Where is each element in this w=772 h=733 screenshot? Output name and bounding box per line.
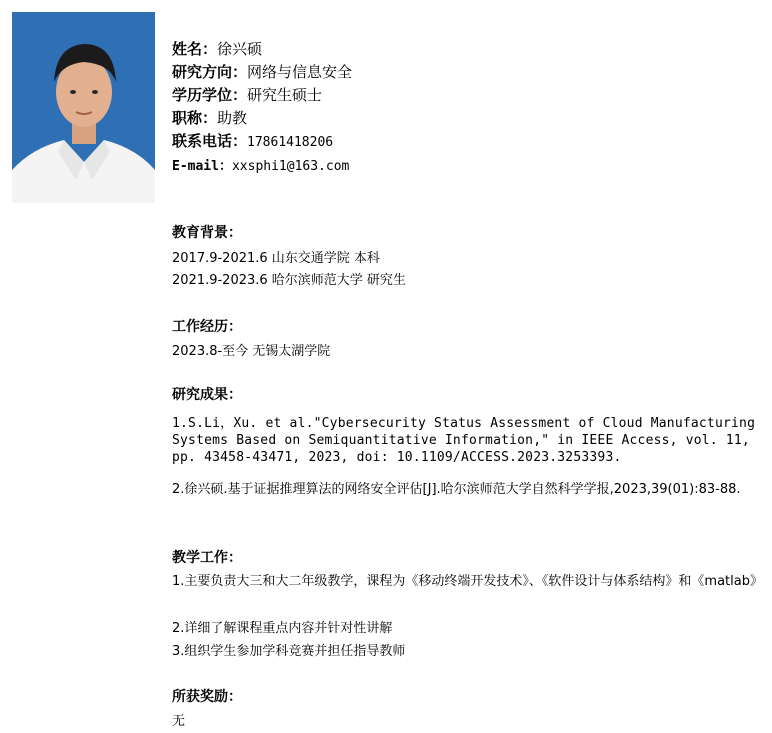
direction-row: 研究方向：网络与信息安全 [172, 63, 353, 81]
work-heading: 工作经历： [172, 319, 242, 335]
education-item: 2021.9-2023.6 哈尔滨师范大学 研究生 [172, 273, 406, 288]
name-value: 徐兴硕 [217, 40, 263, 58]
name-row: 姓名：徐兴硕 [172, 40, 263, 58]
awards-item: 无 [172, 714, 186, 729]
teaching-heading: 教学工作： [172, 550, 242, 566]
research-item: 1.S.Li，Xu. et al."Cybersecurity Status Assessment of Cloud Manufacturing Systems Based on Semiquantitative Information," in IEEE Access, vol. 11, pp. 43458-43471, 2023, doi: 10.1109/ACCESS.2023.3253393. [172, 416, 756, 465]
profile-info [172, 38, 352, 178]
teaching-item: 3.组织学生参加学科竞赛并担任指导教师 [172, 644, 406, 659]
email-row: E-mail：xxsphi1@163.com [172, 159, 350, 174]
direction-value: 网络与信息安全 [247, 63, 353, 81]
work-item: 2023.8-至今 无锡太湖学院 [172, 344, 331, 359]
research-heading: 研究成果： [172, 387, 242, 403]
title-value: 助教 [217, 109, 248, 127]
education-item: 2017.9-2021.6 山东交通学院 本科 [172, 251, 380, 266]
research-item: 2.徐兴硕.基于证据推理算法的网络安全评估[J].哈尔滨师范大学自然科学学报,2023,39(01):83-88. [172, 482, 741, 497]
email-value: xxsphi1@163.com [231, 159, 350, 174]
degree-row: 学历学位：研究生硕士 [172, 86, 323, 104]
teaching-item: 2.详细了解课程重点内容并针对性讲解 [172, 621, 393, 636]
phone-row: 联系电话：17861418206 [172, 132, 334, 150]
profile-photo [12, 12, 155, 203]
title-row: 职称：助教 [172, 109, 248, 127]
awards-heading: 所获奖励： [172, 689, 242, 705]
degree-value: 研究生硕士 [247, 86, 323, 104]
teaching-item: 1.主要负责大三和大二年级教学，课程为《移动终端开发技术》、《软件设计与体系结构》和《matlab》 [172, 574, 763, 589]
education-heading: 教育背景： [172, 225, 242, 241]
phone-value: 17861418206 [247, 135, 334, 150]
